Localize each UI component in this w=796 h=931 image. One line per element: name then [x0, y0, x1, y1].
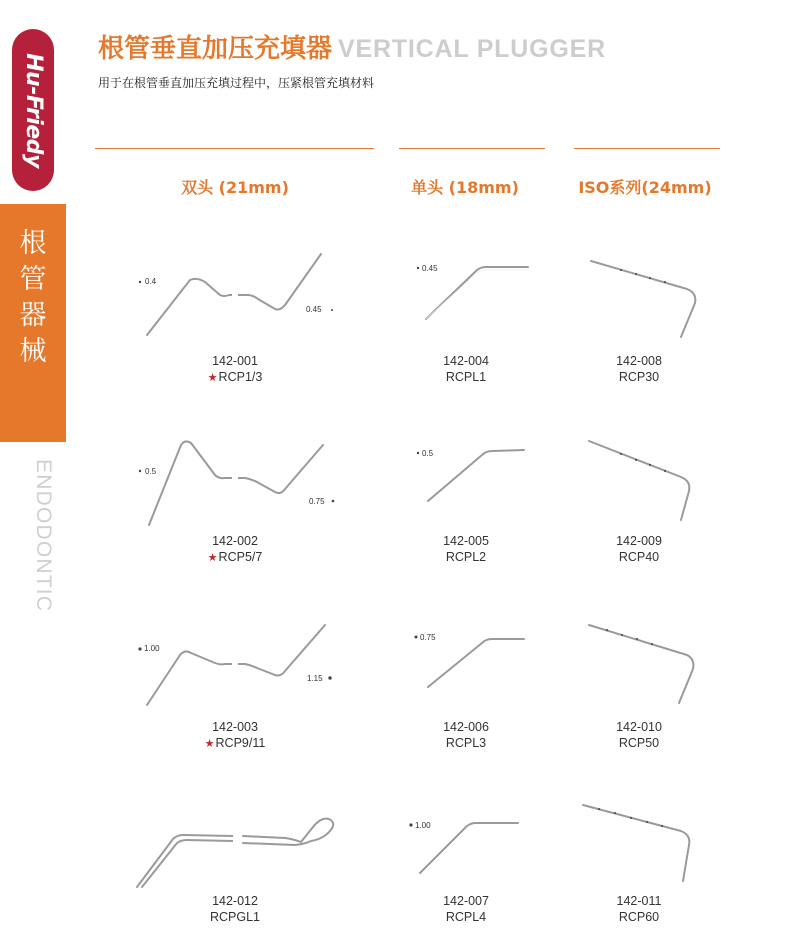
product-name: RCPL3 [445, 736, 487, 750]
product-name: RCPL2 [445, 550, 487, 564]
tip-size: 0.75 [420, 633, 436, 642]
product-142-010 [529, 613, 749, 753]
column-rule-single [399, 148, 545, 149]
product-name: RCP30 [618, 370, 660, 384]
product-name: ★RCP5/7 [207, 550, 263, 564]
tip-size-right: 1.15 [307, 674, 323, 683]
tip-size: 1.00 [415, 821, 431, 830]
tip-size-right: 0.45 [306, 305, 322, 314]
section-side-label: ENDODONTIC [32, 459, 55, 613]
product-142-002 [125, 427, 345, 567]
hu-friedy-logo: Hu-Friedy [12, 29, 54, 191]
star-icon: ★ [207, 372, 218, 384]
product-142-001 [125, 247, 345, 387]
page-title-en: VERTICAL PLUGGER [338, 35, 606, 63]
product-sku: 142-002 [212, 534, 258, 548]
page-subtitle: 用于在根管垂直加压充填过程中，压紧根管充填材料 [98, 76, 375, 90]
product-sku: 142-003 [212, 720, 258, 734]
product-name: RCPL4 [445, 910, 487, 924]
iso-plugger-illustration [529, 427, 749, 531]
column-title-single: 单头 (18mm) [411, 178, 519, 197]
product-sku: 142-005 [443, 534, 489, 548]
product-name: RCP40 [618, 550, 660, 564]
product-142-011 [529, 787, 749, 927]
double-plugger-illustration [125, 247, 345, 351]
section-tab [0, 204, 66, 442]
product-sku: 142-012 [212, 894, 258, 908]
star-icon: ★ [204, 738, 215, 750]
double-plugger-illustration [125, 613, 345, 717]
double-plugger-illustration [125, 427, 345, 531]
product-sku: 142-009 [616, 534, 662, 548]
product-sku: 142-007 [443, 894, 489, 908]
product-sku: 142-004 [443, 354, 489, 368]
iso-plugger-illustration [529, 787, 749, 891]
tip-size-left: 0.5 [145, 467, 157, 476]
product-sku: 142-001 [212, 354, 258, 368]
iso-plugger-illustration [529, 247, 749, 351]
page-title [98, 28, 606, 65]
page-title-cn: 根管垂直加压充填器 [98, 34, 333, 64]
column-rule-double [95, 148, 374, 149]
double-plugger-illustration [125, 787, 345, 891]
product-name: ★RCP1/3 [207, 370, 263, 384]
product-142-012 [125, 787, 345, 927]
product-142-009 [529, 427, 749, 567]
product-sku: 142-011 [616, 894, 662, 908]
product-name: RCP60 [618, 910, 660, 924]
product-name: RCPL1 [445, 370, 487, 384]
product-142-008 [529, 247, 749, 387]
product-name: ★RCP9/11 [204, 736, 266, 750]
star-icon: ★ [207, 552, 218, 564]
tip-size-left: 1.00 [144, 644, 160, 653]
tip-size: 0.45 [422, 264, 438, 273]
product-name: RCP50 [618, 736, 660, 750]
product-142-003 [125, 613, 345, 753]
column-title-double: 双头 (21mm) [181, 178, 289, 197]
product-name: RCPGL1 [209, 910, 261, 924]
tip-size-right: 0.75 [309, 497, 325, 506]
tip-size: 0.5 [422, 449, 434, 458]
column-title-iso: ISO系列(24mm) [578, 178, 712, 197]
column-rule-iso [574, 148, 720, 149]
tip-size-left: 0.4 [145, 277, 157, 286]
section-tab-label: 根管器械 [19, 228, 47, 367]
product-sku: 142-010 [616, 720, 662, 734]
product-sku: 142-006 [443, 720, 489, 734]
iso-plugger-illustration [529, 613, 749, 717]
product-sku: 142-008 [616, 354, 662, 368]
